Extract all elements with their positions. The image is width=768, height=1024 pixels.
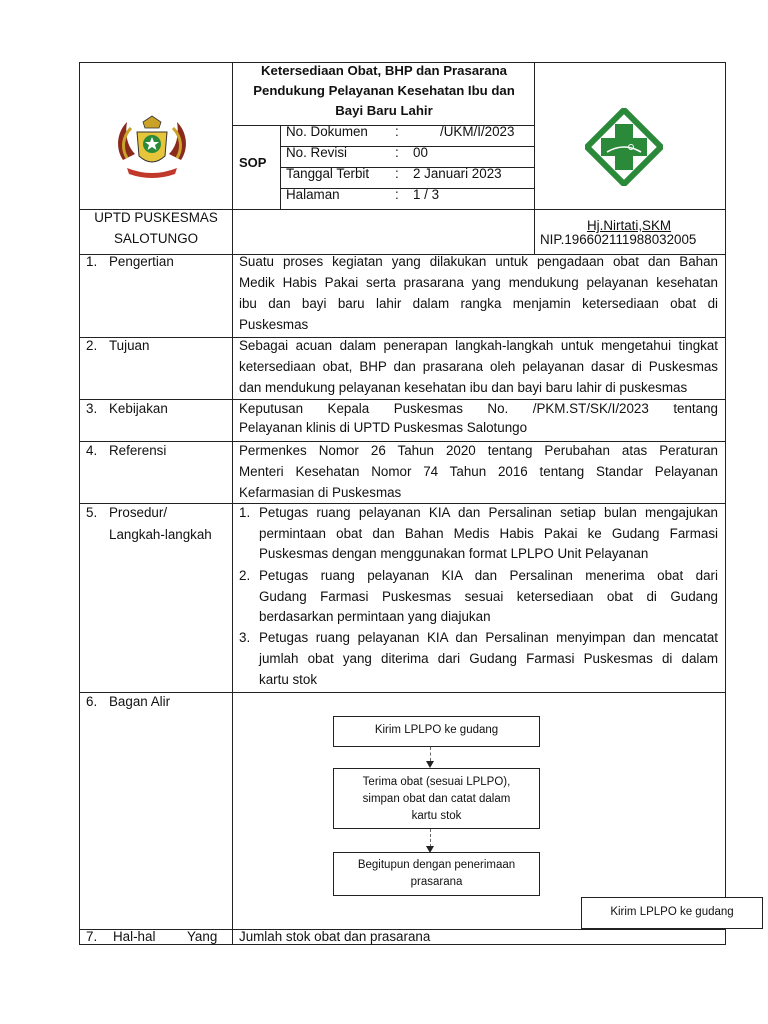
doc-row-label: No. Dokumen <box>286 124 368 139</box>
section-text-line: Pelayanan klinis di UPTD Puskesmas Salotungo <box>239 420 528 435</box>
section-text-line: Jumlah stok obat dan prasarana <box>239 929 431 944</box>
section-number: 7. <box>86 929 98 944</box>
section-label: Pengertian <box>109 254 174 269</box>
section-number: 4. <box>86 443 98 458</box>
doc-row-sep: : <box>395 145 399 160</box>
section-number: 3. <box>86 401 98 416</box>
procedure-text-line: Gudang Farmasi Puskesmas sesuai ketersediaan obat di Gudang <box>259 589 718 604</box>
doc-row-label: Halaman <box>286 187 340 202</box>
section-text-line: Keputusan Kepala Puskesmas No. /PKM.ST/SK/I/2023 tentang <box>239 401 718 416</box>
signer-nip: NIP.196602111988032005 <box>540 232 697 247</box>
doc-row-sep: : <box>395 166 399 181</box>
puskesmas-logo <box>585 108 663 186</box>
doc-row-sep: : <box>395 124 399 139</box>
procedure-number: 1. <box>239 505 251 520</box>
procedure-text-line: Petugas ruang pelayanan KIA dan Persalinan menerima obat dari <box>259 568 718 583</box>
row-divider <box>79 503 726 504</box>
section-label: Yang <box>187 929 218 944</box>
doc-row-value: 00 <box>413 145 428 160</box>
procedure-text-line: berdasarkan permintaan yang diajukan <box>259 609 491 624</box>
procedure-text-line: Petugas ruang pelayanan KIA dan Persalinan menyimpan dan mencatat <box>259 630 718 645</box>
doc-row-label: No. Revisi <box>286 145 348 160</box>
document-title-line-2: Pendukung Pelayanan Kesehatan Ibu dan <box>253 83 515 98</box>
signer-name: Hj.Nirtati,SKM <box>587 218 672 233</box>
doc-row-label: Tanggal Terbit <box>286 166 370 181</box>
sop-label: SOP <box>239 155 267 170</box>
procedure-number: 2. <box>239 568 251 583</box>
procedure-text-line: kartu stok <box>259 672 318 687</box>
emblem-banner-text: SOPPENG <box>139 166 165 172</box>
header-divider <box>534 62 535 254</box>
document-title-line-3: Bayi Baru Lahir <box>335 103 433 118</box>
floating-box-text: Kirim LPLPO ke gudang <box>610 906 734 918</box>
procedure-text-line: Petugas ruang pelayanan KIA dan Persalinan setiap bulan mengajukan <box>259 505 718 520</box>
floating-flowchart-box <box>581 897 763 929</box>
regional-emblem-logo <box>113 112 191 184</box>
procedure-text-line: jumlah obat yang diterima dari Gudang Farmasi Puskesmas di dalam <box>259 651 718 666</box>
section-label: Langkah-langkah <box>109 527 212 542</box>
flowchart-connector <box>430 829 431 847</box>
doc-row-value: 1 / 3 <box>413 187 440 202</box>
section-number: 6. <box>86 694 98 709</box>
row-divider <box>79 441 726 442</box>
flowchart-box <box>333 768 540 829</box>
section-number: 5. <box>86 505 98 520</box>
section-number: 1. <box>86 254 98 269</box>
flowchart-box <box>333 716 540 747</box>
org-name-line-2: SALOTUNGO <box>113 231 199 246</box>
section-text-line: Menteri Kesehatan Nomor 74 Tahun 2016 tentang Standar Pelayanan <box>239 464 718 479</box>
flowchart-box-text: Begitupun dengan penerimaan <box>357 859 516 871</box>
section-text-line: Kefarmasian di Puskesmas <box>239 485 402 500</box>
flowchart-box-text: simpan obat dan catat dalam <box>362 793 511 805</box>
row-divider <box>79 692 726 693</box>
section-text-line: Permenkes Nomor 26 Tahun 2020 tentang Perubahan atas Peraturan <box>239 443 718 458</box>
section-text-line: ibu dan bayi baru lahir dalam rangka menjamin ketersediaan obat di <box>239 296 718 311</box>
doc-row-value: /UKM/I/2023 <box>440 124 515 139</box>
procedure-text-line: Puskesmas dengan menggunakan format LPLPO Unit Pelayanan <box>259 546 649 561</box>
section-text-line: dan mendukung pelayanan kesehatan ibu dan bayi baru lahir di puskesmas <box>239 380 688 395</box>
procedure-text-line: permintaan obat dan Bahan Medis Habis Pakai ke Gudang Farmasi <box>259 526 718 541</box>
flowchart-box <box>333 852 540 896</box>
section-label: Prosedur/ <box>109 505 168 520</box>
flowchart-arrow-head <box>426 761 434 768</box>
doc-row-sep: : <box>395 187 399 202</box>
org-name-line-1: UPTD PUSKESMAS <box>94 210 218 225</box>
flowchart-box-text: Kirim LPLPO ke gudang <box>374 724 499 736</box>
section-label: Tujuan <box>109 338 150 353</box>
section-text-line: Sebagai acuan dalam penerapan langkah-langkah untuk mengetahui tingkat <box>239 338 718 353</box>
section-label: Bagan Alir <box>109 694 171 709</box>
section-label: Hal-hal <box>113 929 156 944</box>
section-text-line: Puskesmas <box>239 317 309 332</box>
document-title-line-1: Ketersediaan Obat, BHP dan Prasarana <box>260 63 508 78</box>
flowchart-connector <box>430 747 431 761</box>
flowchart-box-text: kartu stok <box>411 810 462 822</box>
procedure-number: 3. <box>239 630 251 645</box>
doc-row-value: 2 Januari 2023 <box>413 166 502 181</box>
section-number: 2. <box>86 338 98 353</box>
section-label: Kebijakan <box>109 401 168 416</box>
section-text-line: ketersediaan obat, BHP dan prasarana oleh pelayanan dasar di Puskesmas <box>239 359 718 374</box>
section-text-line: Suatu proses kegiatan yang dilakukan untuk pengadaan obat dan Bahan <box>239 254 718 269</box>
section-label: Referensi <box>109 443 167 458</box>
flowchart-box-text: prasarana <box>410 876 463 888</box>
flowchart-box-text: Terima obat (sesuai LPLPO), <box>362 776 511 788</box>
row-divider <box>79 399 726 400</box>
section-text-line: Medik Habis Pakai serta prasarana yang mendukung pelayanan kesehatan <box>239 275 718 290</box>
